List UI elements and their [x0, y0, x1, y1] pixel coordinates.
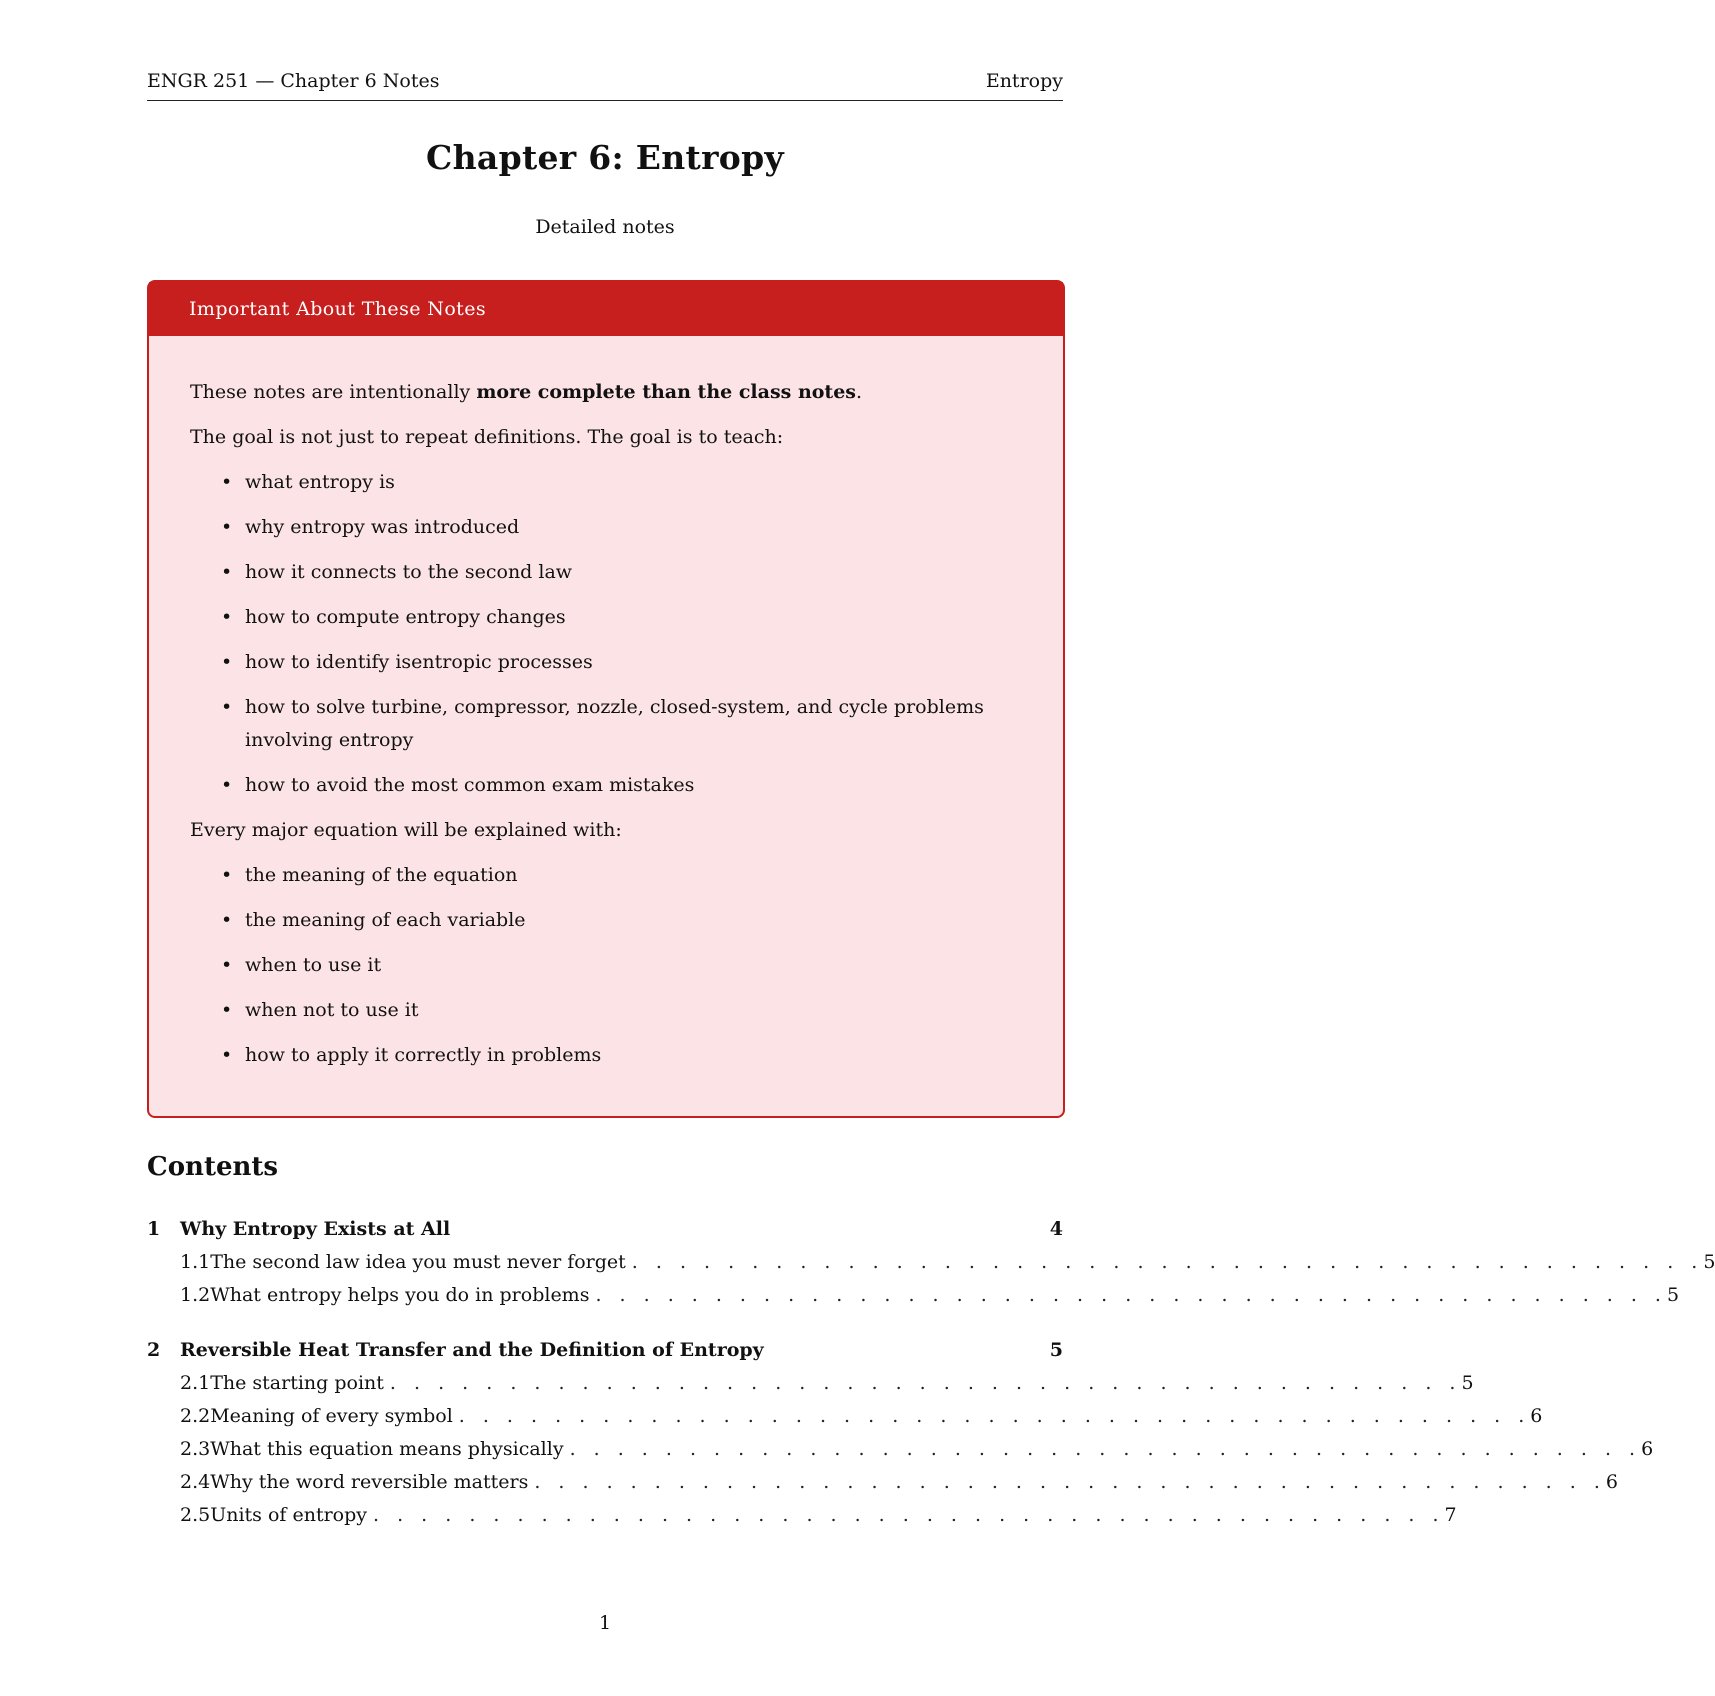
goal-item: • how it connects to the second law [190, 556, 1021, 589]
header-topic: Entropy [985, 70, 1063, 92]
toc-leader-dots: . . . . . . . . . . . . . . . . . . . . . . . . . . . . . . . . . . . . . . . . . . . . . [389, 1372, 1462, 1394]
toc-entry-2-4[interactable] [147, 1471, 1618, 1504]
toc-page-number: 4 [1049, 1218, 1063, 1240]
toc-section-2[interactable] [147, 1339, 1063, 1372]
toc-entry-number: 1.1 [180, 1251, 211, 1273]
intro-text: These notes are intentionally [190, 381, 477, 403]
equation-point-item: • how to apply it correctly in problems [190, 1039, 1021, 1072]
toc-entry-title: Why the word reversible matters [210, 1471, 529, 1493]
toc-entry-2-5[interactable] [147, 1504, 1457, 1537]
important-notes-box [147, 280, 1065, 1118]
goals-list [190, 466, 1021, 802]
toc-section-title: Why Entropy Exists at All [180, 1218, 451, 1240]
toc-entry-number: 1.2 [180, 1284, 211, 1306]
toc-entry-2-2[interactable] [147, 1405, 1543, 1438]
intro-emphasis: more complete than the class notes [476, 381, 856, 403]
intro-paragraph [190, 376, 1021, 409]
toc-section-1[interactable] [147, 1218, 1063, 1251]
toc-gap [147, 1317, 1063, 1339]
toc-section-title: Reversible Heat Transfer and the Definition of Entropy [180, 1339, 764, 1361]
toc-leader-dots: . . . . . . . . . . . . . . . . . . . . . . . . . . . . . . . . . . . . . . . . . . . . . [373, 1504, 1445, 1526]
goal-item: • how to avoid the most common exam mistakes [190, 769, 1021, 802]
toc-entry-title: Meaning of every symbol [210, 1405, 453, 1427]
toc-page-number: 5 [1049, 1339, 1063, 1361]
toc-page-number: 5 [1461, 1372, 1474, 1394]
toc-entry-number: 2.2 [180, 1405, 211, 1427]
toc-entry-number: 2.1 [180, 1372, 211, 1394]
toc-entry-1-1[interactable] [147, 1251, 1715, 1284]
goal-item: • why entropy was introduced [190, 511, 1021, 544]
toc-entry-number: 2.5 [180, 1504, 211, 1526]
toc-entry-title: What this equation means physically [210, 1438, 564, 1460]
page-number-footer: 1 [598, 1612, 612, 1634]
equation-point-item: • the meaning of the equation [190, 859, 1021, 892]
toc-page-number: 6 [1605, 1471, 1618, 1493]
toc-page-number: 7 [1444, 1504, 1457, 1526]
toc-leader-dots: . . . . . . . . . . . . . . . . . . . . . . . . . . . . . . . . . . . . . . . . . . . . . [631, 1251, 1704, 1273]
notes-box-heading: Important About These Notes [149, 282, 1063, 336]
toc-entry-2-3[interactable] [147, 1438, 1654, 1471]
table-of-contents [147, 1218, 1715, 1537]
toc-page-number: 6 [1530, 1405, 1543, 1427]
contents-heading: Contents [147, 1152, 279, 1182]
toc-leader-dots: . . . . . . . . . . . . . . . . . . . . . . . . . . . . . . . . . . . . . . . . . . . . . [458, 1405, 1531, 1427]
toc-page-number: 5 [1666, 1284, 1680, 1306]
toc-leader-dots: . . . . . . . . . . . . . . . . . . . . . . . . . . . . . . . . . . . . . . . . . . . . . [569, 1438, 1642, 1460]
toc-entry-1-2[interactable] [147, 1284, 1680, 1317]
toc-entry-2-1[interactable] [147, 1372, 1474, 1405]
equation-point-item: • the meaning of each variable [190, 904, 1021, 937]
header-course: ENGR 251 — Chapter 6 Notes [147, 70, 440, 92]
toc-page-number: 6 [1641, 1438, 1654, 1460]
toc-entry-title: What entropy helps you do in problems [210, 1284, 590, 1306]
equation-points-list [190, 859, 1021, 1072]
page-subtitle: Detailed notes [535, 216, 675, 238]
toc-section-number: 1 [147, 1218, 161, 1240]
equation-line: Every major equation will be explained with: [190, 819, 622, 841]
notes-box-body [149, 336, 1063, 1072]
toc-entry-number: 2.4 [180, 1471, 211, 1493]
page-title: Chapter 6: Entropy [426, 138, 784, 177]
toc-page-number: 5 [1703, 1251, 1715, 1273]
toc-entry-title: The starting point [210, 1372, 384, 1394]
toc-entry-title: Units of entropy [210, 1504, 368, 1526]
equation-point-item: • when not to use it [190, 994, 1021, 1027]
toc-leader-dots: . . . . . . . . . . . . . . . . . . . . . . . . . . . . . . . . . . . . . . . . . . . . . [534, 1471, 1606, 1493]
toc-leader-dots: . . . . . . . . . . . . . . . . . . . . . . . . . . . . . . . . . . . . . . . . . . . . . [595, 1284, 1667, 1306]
running-header [147, 70, 1063, 101]
equation-point-item: • when to use it [190, 949, 1021, 982]
goal-item: • how to identify isentropic processes [190, 646, 1021, 679]
goal-item: • how to compute entropy changes [190, 601, 1021, 634]
toc-section-number: 2 [147, 1339, 161, 1361]
goal-item: • how to solve turbine, compressor, nozzle, closed-system, and cycle problems involving entropy [190, 691, 1021, 757]
toc-entry-title: The second law idea you must never forget [210, 1251, 626, 1273]
intro-period: . [856, 381, 863, 403]
goal-item: • what entropy is [190, 466, 1021, 499]
goal-line: The goal is not just to repeat definitions. The goal is to teach: [190, 426, 784, 448]
toc-entry-number: 2.3 [180, 1438, 211, 1460]
